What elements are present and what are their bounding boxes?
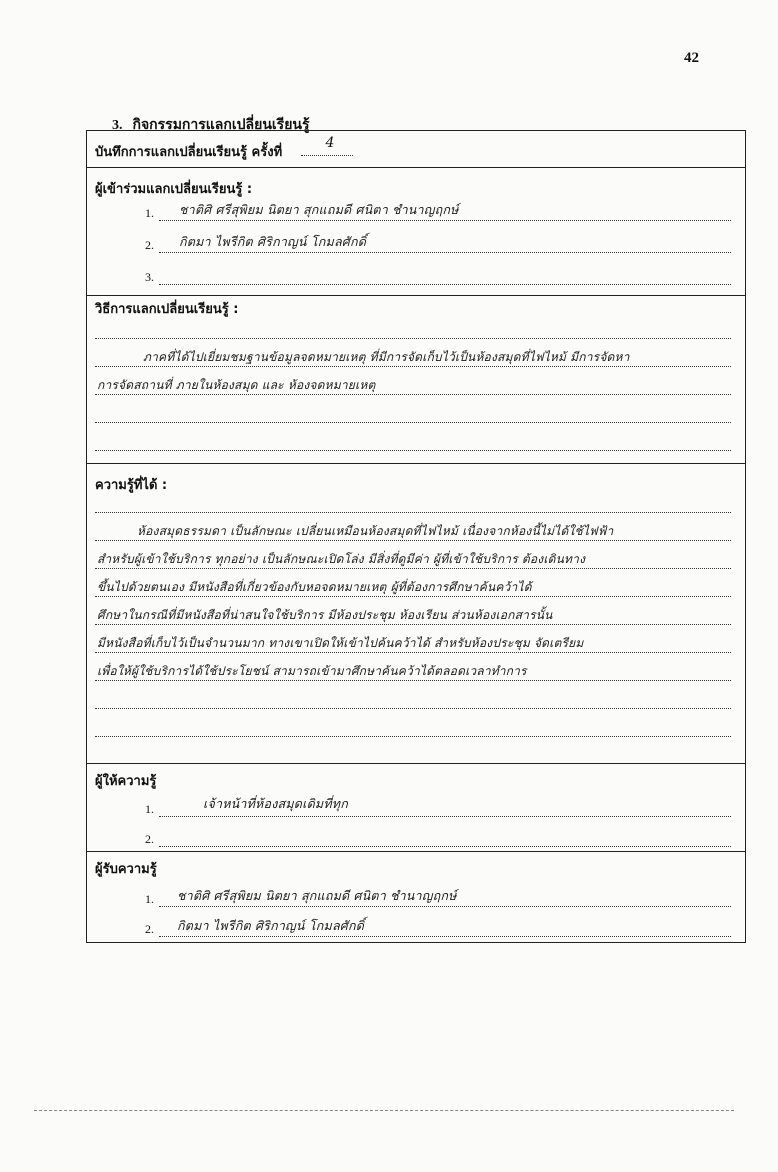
receiver-number: 1.: [145, 892, 154, 906]
participant-value[interactable]: ชาติศิ ศรีสุพิยม นิตยา สุกแถมดี ศนิตา ชำนาญฤกษ์: [179, 202, 459, 217]
knowledge-text[interactable]: มีหนังสือที่เก็บไว้เป็นจำนวนมาก ทางเขาเปิดให้เข้าไปค้นคว้าได้ สำหรับห้องประชุม จัดเตรียม: [97, 636, 584, 650]
knowledge-text[interactable]: ขึ้นไปด้วยตนเอง มีหนังสือที่เกี่ยวข้องกับหอจดหมายเหตุ ผู้ที่ต้องการศึกษาค้นคว้าได้: [97, 580, 532, 594]
method-label: วิธีการแลกเปลี่ยนเรียนรู้ :: [95, 302, 239, 317]
receiver-number: 2.: [145, 922, 154, 936]
method-text[interactable]: การจัดสถานที่ ภายในห้องสมุด และ ห้องจดหมายเหตุ: [97, 378, 376, 392]
method-text[interactable]: ภาคที่ได้ไปเยี่ยมชมฐานข้อมูลจดหมายเหตุ ที่มีการจัดเก็บไว้เป็นห้องสมุดที่ไฟไหม้ มีการจัดหา: [143, 350, 630, 364]
giver-label: ผู้ให้ความรู้: [95, 774, 157, 789]
receiver-line: [159, 906, 731, 907]
method-line: [95, 422, 731, 423]
section-title: กิจกรรมการแลกเปลี่ยนเรียนรู้: [132, 117, 310, 133]
knowledge-row: [87, 464, 745, 764]
session-number[interactable]: 4: [325, 135, 335, 151]
participant-line: [159, 220, 731, 221]
receiver-value[interactable]: ชาติศิ ศรีสุพิยม นิตยา สุกแถมดี ศนิตา ชำนาญฤกษ์: [177, 888, 457, 903]
exchange-record-form: [86, 130, 746, 943]
receiver-row: [87, 852, 745, 944]
giver-line: [159, 816, 731, 817]
knowledge-line: [95, 736, 731, 737]
participant-line: [159, 252, 731, 253]
receiver-line: [159, 936, 731, 937]
participant-value[interactable]: กิตมา ไพรีกิต ศิริกาญน์ โกมลศักดิ์: [179, 234, 367, 249]
record-label: บันทึกการแลกเปลี่ยนเรียนรู้ ครั้งที่: [95, 145, 283, 160]
giver-line: [159, 846, 731, 847]
participant-number: 3.: [145, 270, 154, 284]
knowledge-text[interactable]: ศึกษาในกรณีที่มีหนังสือที่น่าสนใจใช้บริการ มีห้องประชุม ห้องเรียน ส่วนห้องเอกสารนั้น: [97, 608, 553, 622]
session-number-line: [301, 155, 353, 156]
participant-number: 1.: [145, 206, 154, 220]
receiver-value[interactable]: กิตมา ไพรีกิต ศิริกาญน์ โกมลศักดิ์: [177, 918, 365, 933]
giver-number: 2.: [145, 832, 154, 846]
knowledge-text[interactable]: ห้องสมุดธรรมดา เป็นลักษณะ เปลี่ยนเหมือนห้องสมุดที่ไฟไหม้ เนื่องจากห้องนี้ไม่ได้ใช้ไฟฟ้า: [137, 524, 614, 538]
participant-line: [159, 284, 731, 285]
participant-number: 2.: [145, 238, 154, 252]
page-bottom-divider: [34, 1110, 734, 1111]
record-row: [87, 131, 745, 168]
method-row: [87, 296, 745, 464]
method-line: [95, 338, 731, 339]
knowledge-text[interactable]: สำหรับผู้เข้าใช้บริการ ทุกอย่าง เป็นลักษณะเปิดโล่ง มีสิ่งที่ดูมีค่า ผู้ที่เข้าใช้บริการ ต้องเดินทาง: [97, 552, 586, 566]
participants-label: ผู้เข้าร่วมแลกเปลี่ยนเรียนรู้ :: [95, 182, 253, 197]
giver-number: 1.: [145, 802, 154, 816]
knowledge-text[interactable]: เพื่อให้ผู้ใช้บริการได้ใช้ประโยชน์ สามารถเข้ามาศึกษาค้นคว้าได้ตลอดเวลาทำการ: [97, 664, 527, 678]
knowledge-line: [95, 708, 731, 709]
receiver-label: ผู้รับความรู้: [95, 862, 157, 877]
page-number: 42: [684, 50, 699, 66]
knowledge-line: [95, 512, 731, 513]
giver-row: [87, 764, 745, 852]
participants-row: [87, 168, 745, 296]
giver-value[interactable]: เจ้าหน้าที่ห้องสมุดเดิมที่ทุก: [203, 796, 348, 811]
section-number: 3.: [112, 118, 123, 133]
method-line: [95, 450, 731, 451]
knowledge-label: ความรู้ที่ได้ :: [95, 478, 168, 493]
